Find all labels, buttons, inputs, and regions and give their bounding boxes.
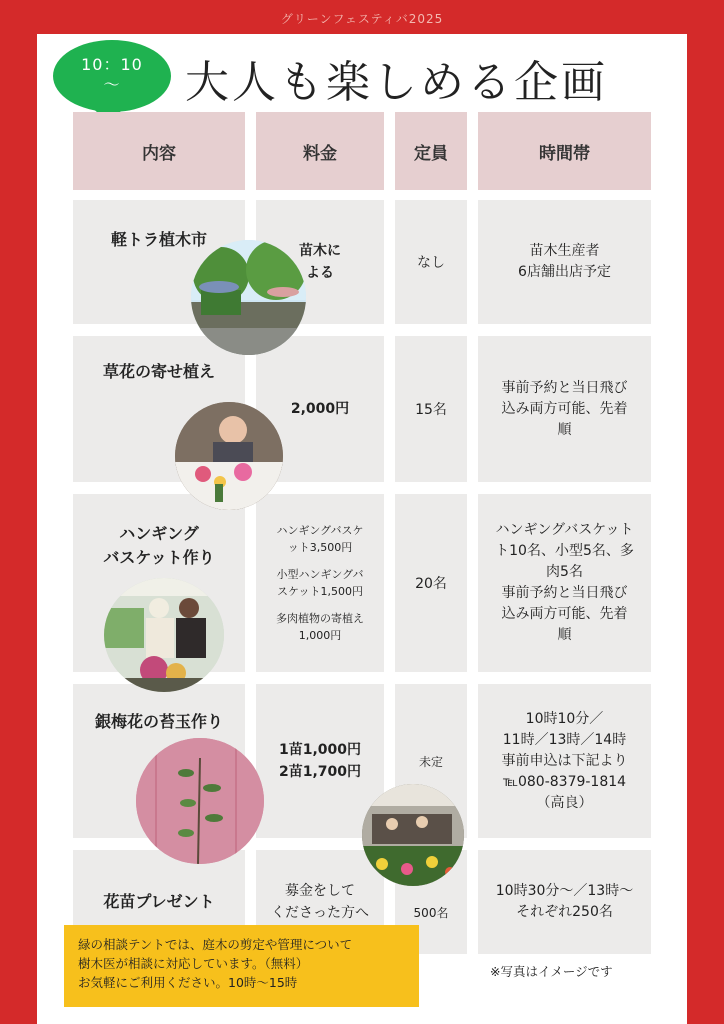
row-5-capacity: 500名	[395, 850, 467, 954]
row-3-time-line: 事前予約と当日飛び	[501, 585, 628, 601]
row-4-time-line: 事前申込は下記より	[501, 752, 628, 769]
row-1-capacity: なし	[395, 200, 467, 324]
row-5-time-line: 10時30分〜／13時〜	[495, 883, 634, 899]
row-5-fee-line: くださった方へ	[271, 905, 369, 921]
time-badge-time: 10：10	[81, 55, 143, 74]
photo-hanging-basket	[104, 578, 224, 692]
row-4-name-line: 銀梅花の苔玉作り	[94, 712, 223, 731]
row-3-time-line: ハンギングバスケット	[495, 522, 634, 538]
row-2-time-line: 事前予約と当日飛び	[501, 379, 628, 396]
header-capacity: 定員	[395, 112, 467, 190]
row-4-fee-line: 1苗1,000円	[278, 742, 362, 758]
consultation-note	[64, 925, 419, 1007]
row-4-time-line: （高良）	[536, 794, 593, 811]
note-line: 緑の相談テントでは、庭木の剪定や管理について	[78, 937, 353, 952]
row-3-fee-line: 小型ハンギングバ	[276, 568, 364, 581]
row-5-time-line: それぞれ250名	[516, 904, 613, 920]
row-4-fee-line: 2苗1,700円	[278, 764, 362, 780]
row-1-time-line: 苗木生産者	[529, 243, 600, 259]
moss-ball-image	[136, 738, 264, 864]
photo-disclaimer: ※写真はイメージです	[490, 964, 613, 979]
row-3-time-line: 順	[557, 627, 572, 643]
row-2-fee-line: 2,000円	[290, 401, 350, 417]
row-2-name-line: 草花の寄せ植え	[102, 362, 215, 381]
row-2-capacity: 15名	[395, 336, 467, 482]
row-4-time-line: ℡080-8379-1814	[502, 773, 627, 790]
row-3-fee-line: スケット1,500円	[277, 585, 363, 598]
header-fee: 料金	[256, 112, 384, 190]
row-2-time-line: 込み両方可能、先着	[501, 400, 628, 417]
row-4-time	[478, 684, 651, 838]
row-1-fee-line: よる	[306, 265, 334, 281]
seedling-gift-image	[362, 784, 464, 886]
festival-name: グリーンフェスティバ2025	[280, 12, 444, 26]
row-1-name-line: 軽トラ植木市	[110, 230, 207, 249]
row-4-capacity: 未定	[395, 684, 467, 838]
row-4-time-line: 11時／13時／14時	[502, 731, 627, 748]
row-2-time	[478, 336, 651, 482]
row-3-fee	[256, 494, 384, 672]
row-3-fee-line: ット3,500円	[287, 541, 353, 554]
row-3-name-line: バスケット作り	[103, 548, 215, 567]
time-badge-tilde: 〜	[103, 75, 121, 94]
row-3-time-line: 込み両方可能、先着	[501, 606, 628, 622]
row-3-name-line: ハンギング	[119, 524, 199, 543]
row-3-time-line: 肉5名	[546, 564, 583, 580]
row-3-fee-line: ハンギングバスケ	[276, 524, 364, 537]
row-5-time	[478, 850, 651, 954]
row-3-capacity: 20名	[395, 494, 467, 672]
hanging-basket-image	[104, 578, 224, 692]
row-5-fee-line: 募金をして	[285, 883, 355, 899]
row-5-name-line: 花苗プレゼント	[103, 892, 215, 911]
header-content: 内容	[73, 112, 245, 190]
photo-tree-market	[191, 240, 306, 355]
header-time: 時間帯	[478, 112, 651, 190]
photo-seedling-gift	[362, 784, 464, 886]
tree-market-image	[191, 240, 306, 355]
time-badge	[53, 40, 171, 112]
row-2-time-line: 順	[557, 421, 572, 438]
note-line: 樹木医が相談に対応しています。（無料）	[78, 956, 309, 971]
row-3-fee-line: 多肉植物の寄植え	[276, 612, 364, 625]
row-3-time	[478, 494, 651, 672]
row-1-time-line: 6店舗出店予定	[518, 264, 611, 280]
flower-arrangement-image	[175, 402, 283, 510]
row-1-time	[478, 200, 651, 324]
photo-moss-ball	[136, 738, 264, 864]
row-1-fee-line: 苗木に	[299, 243, 341, 259]
row-3-time-line: ト10名、小型5名、多	[495, 543, 634, 559]
row-4-time-line: 10時10分／	[525, 710, 604, 727]
note-line: お気軽にご利用ください。10時〜15時	[78, 975, 298, 990]
row-3-fee-line: 1,000円	[298, 629, 342, 642]
page-title: 大人も楽しめる企画	[185, 57, 608, 108]
photo-flower-arrangement	[175, 402, 283, 510]
